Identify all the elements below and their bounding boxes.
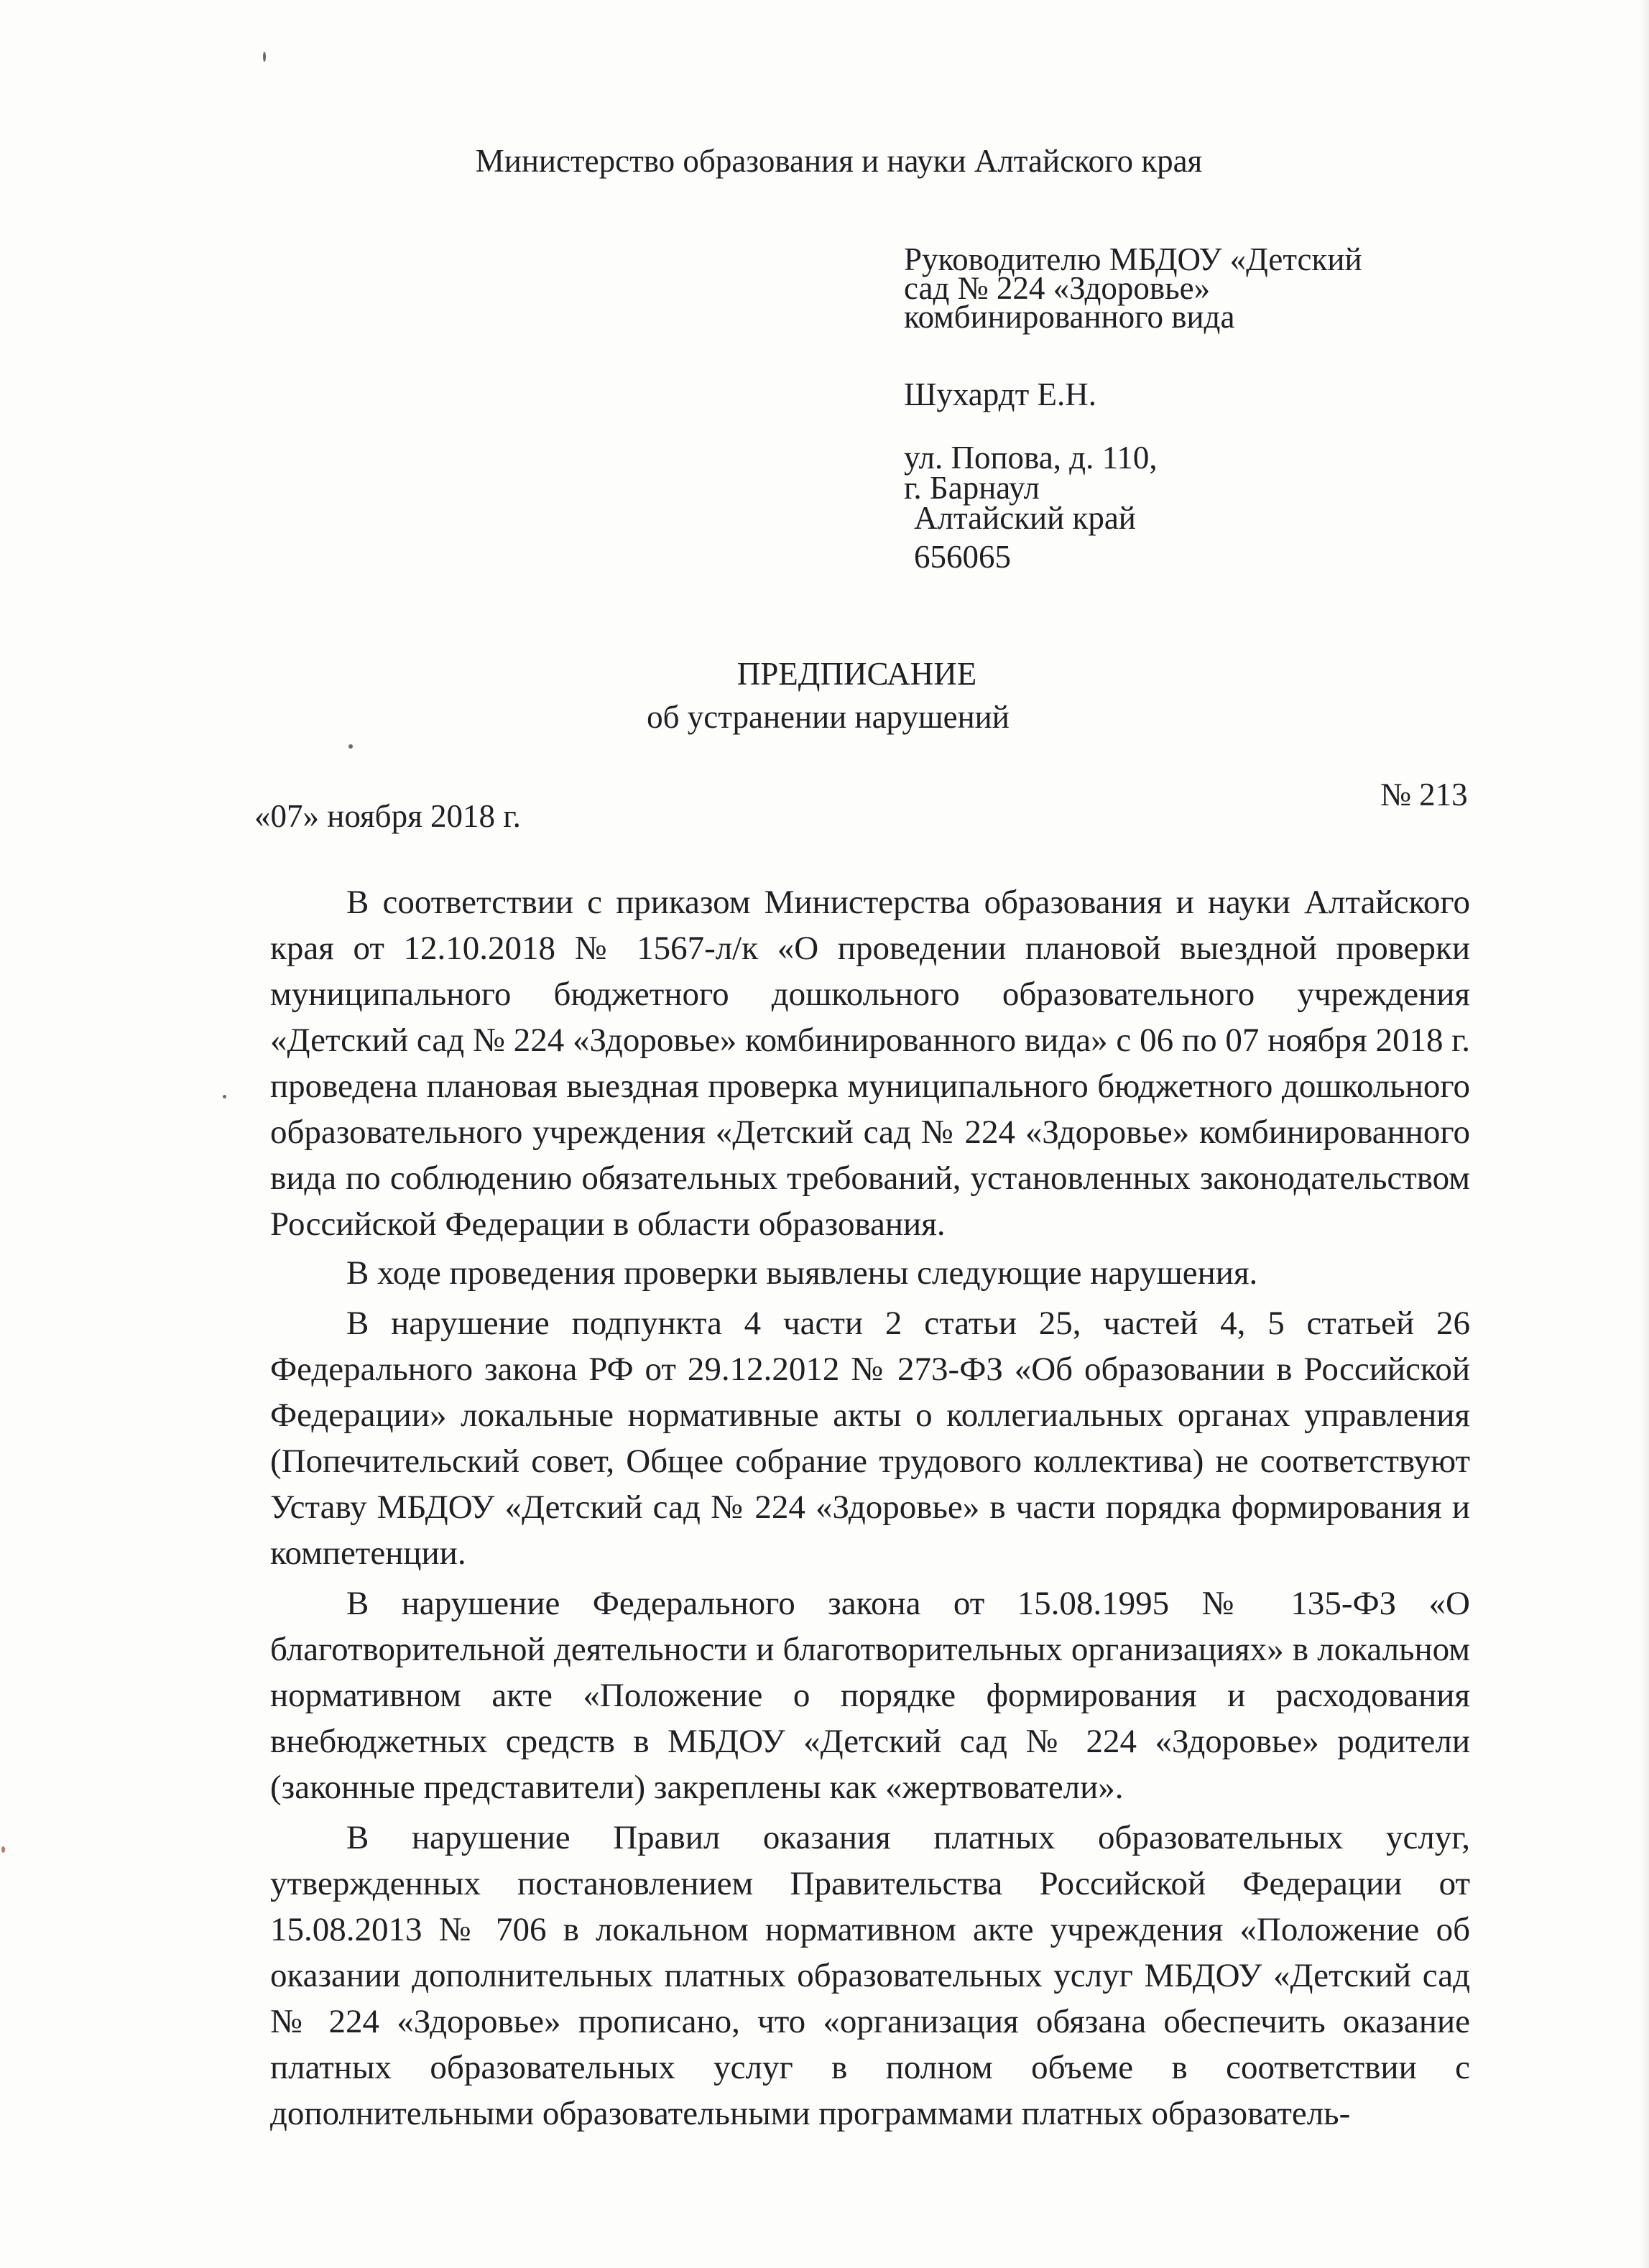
document-title: ПРЕДПИСАНИЕ bbox=[736, 656, 977, 692]
recipient-line: Руководителю МБДОУ «Детский bbox=[904, 241, 1362, 277]
address-line: ул. Попова, д. 110, bbox=[904, 440, 1158, 476]
document-date: «07» ноября 2018 г. bbox=[254, 798, 521, 834]
addressee-block bbox=[904, 240, 1551, 576]
scan-speck bbox=[1, 1846, 5, 1853]
title-block bbox=[0, 652, 1649, 739]
document-subtitle: об устранении нарушений bbox=[647, 699, 1010, 735]
document-number: № 213 bbox=[1380, 777, 1468, 813]
ministry-header: Министерство образования и науки Алтайского края bbox=[475, 143, 1203, 179]
address-line: г. Барнаул bbox=[904, 470, 1040, 506]
document-body bbox=[270, 859, 1470, 2137]
scan-speck bbox=[223, 1095, 226, 1098]
body-paragraph: В нарушение подпункта 4 части 2 статьи 25, частей 4, 5 статьей 26 Федерального закона РФ от 29.12.2012 № 273-ФЗ «Об образовании в Российской Федерации» локальные нормативные акты о коллегиальных органах управления (Попечительский совет, Общее собрание трудового коллектива) не соответствуют Уставу МБДОУ «Детский сад № 224 «Здоровье» в части порядка формирования и компетенции. bbox=[270, 1305, 1470, 1572]
scan-speck bbox=[263, 52, 266, 62]
scan-speck bbox=[348, 744, 353, 749]
body-paragraph: В соответствии с приказом Министерства образования и науки Алтайского края от 12.10.2018 № 1567-л/к «О проведении плановой выездной проверки муниципального бюджетного дошкольного образовательного учреждения «Детский сад № 224 «Здоровье» комбинированного вида» с 06 по 07 ноября 2018 г. проведена плановая выездная проверка муниципального бюджетного дошкольного образовательного учреждения «Детский сад № 224 «Здоровье» комбинированного вида по соблюдению обязательных требований, установленных законодательством Российской Федерации в области образования. bbox=[270, 884, 1470, 1243]
body-paragraph: В нарушение Федерального закона от 15.08.1995 № 135-ФЗ «О благотворительной деятельности и благотворительных организациях» в локальном нормативном акте «Положение о порядке формирования и расходования внебюджетных средств в МБДОУ «Детский сад № 224 «Здоровье» родители (законные представители) закреплены как «жертвователи». bbox=[270, 1585, 1470, 1806]
address-line: 656065 bbox=[914, 539, 1011, 575]
scan-edge-shadow bbox=[1639, 0, 1649, 2268]
recipient-line: комбинированного вида bbox=[904, 299, 1235, 335]
body-paragraph: В ходе проведения проверки выявлены следующие нарушения. bbox=[346, 1254, 1258, 1292]
recipient-line: сад № 224 «Здоровье» bbox=[904, 270, 1211, 306]
body-paragraph: В нарушение Правил оказания платных образовательных услуг, утвержденных постановлением Правительства Российской Федерации от 15.08.2013 № 706 в локальном нормативном акте учреждения «Положение об оказании дополнительных платных образовательных услуг МБДОУ «Детский сад № 224 «Здоровье» прописано, что «организация обязана обеспечить оказание платных образовательных услуг в полном объеме в соответствии с дополнительными образовательными программами платных образователь- bbox=[270, 1819, 1470, 2132]
address-line: Алтайский край bbox=[914, 500, 1136, 536]
recipient-name: Шухардт Е.Н. bbox=[904, 376, 1096, 412]
